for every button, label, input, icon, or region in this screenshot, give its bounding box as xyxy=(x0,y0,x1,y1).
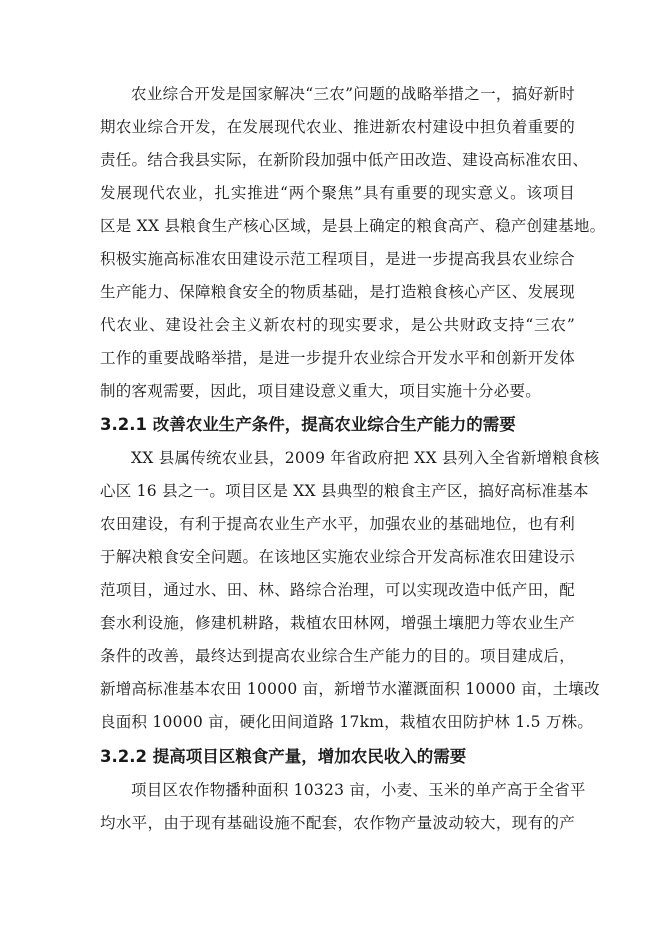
section-heading-3-2-1: 3.2.1 改善农业生产条件，提高农业综合生产能力的需要 xyxy=(100,415,516,434)
paragraph-1-line-1: 农业综合开发是国家解决“三农”问题的战略举措之一，搞好新时 xyxy=(131,85,575,103)
section-3-2-1-line-2: 心区 16 县之一。项目区是 XX 县典型的粮食主产区，搞好高标准基本 xyxy=(100,482,589,500)
paragraph-1-line-5: 区是 XX 县粮食生产核心区域，是县上确定的粮食高产、稳产创建基地。 xyxy=(100,217,606,235)
paragraph-1-line-4: 发展现代农业，扎实推进“两个聚焦”具有重要的现实意义。该项目 xyxy=(100,184,575,202)
paragraph-1-line-2: 期农业综合开发，在发展现代农业、推进新农村建设中担负着重要的 xyxy=(100,118,575,136)
paragraph-1-line-9: 工作的重要战略举措，是进一步提升农业综合开发水平和创新开发体 xyxy=(100,349,575,367)
section-3-2-1-line-1: XX 县属传统农业县，2009 年省政府把 XX 县列入全省新增粮食核 xyxy=(131,449,600,467)
section-3-2-1-line-4: 于解决粮食安全问题。在该地区实施农业综合开发高标准农田建设示 xyxy=(100,548,575,566)
section-3-2-1-line-8: 新增高标准基本农田 10000 亩，新增节水灌溉面积 10000 亩，土壤改 xyxy=(100,680,600,698)
section-3-2-1-line-7: 条件的改善，最终达到提高农业综合生产能力的目的。项目建成后， xyxy=(100,647,575,665)
section-3-2-2-line-2: 均水平，由于现有基础设施不配套，农作物产量波动较大，现有的产 xyxy=(100,814,575,832)
paragraph-1-line-3: 责任。结合我县实际，在新阶段加强中低产田改造、建设高标准农田、 xyxy=(100,151,589,169)
section-3-2-1-line-5: 范项目，通过水、田、林、路综合治理，可以实现改造中低产田，配 xyxy=(100,581,575,599)
section-3-2-1-line-9: 良面积 10000 亩，硬化田间道路 17km，栽植农田防护林 1.5 万株。 xyxy=(100,713,594,731)
paragraph-1-line-8: 代农业、建设社会主义新农村的现实要求，是公共财政支持“三农” xyxy=(100,316,575,334)
section-3-2-1-line-3: 农田建设，有利于提高农业生产水平，加强农业的基础地位，也有利 xyxy=(100,515,575,533)
section-3-2-2-line-1: 项目区农作物播种面积 10323 亩，小麦、玉米的单产高于全省平 xyxy=(131,781,586,799)
section-heading-3-2-2: 3.2.2 提高项目区粮食产量，增加农民收入的需要 xyxy=(100,747,467,766)
paragraph-1-line-6: 积极实施高标准农田建设示范工程项目，是进一步提高我县农业综合 xyxy=(100,250,575,268)
section-3-2-1-line-6: 套水利设施，修建机耕路，栽植农田林网，增强土壤肥力等农业生产 xyxy=(100,614,575,632)
paragraph-1-line-10: 制的客观需要，因此，项目建设意义重大，项目实施十分必要。 xyxy=(100,382,542,400)
paragraph-1-line-7: 生产能力、保障粮食安全的物质基础，是打造粮食核心产区、发展现 xyxy=(100,283,575,301)
